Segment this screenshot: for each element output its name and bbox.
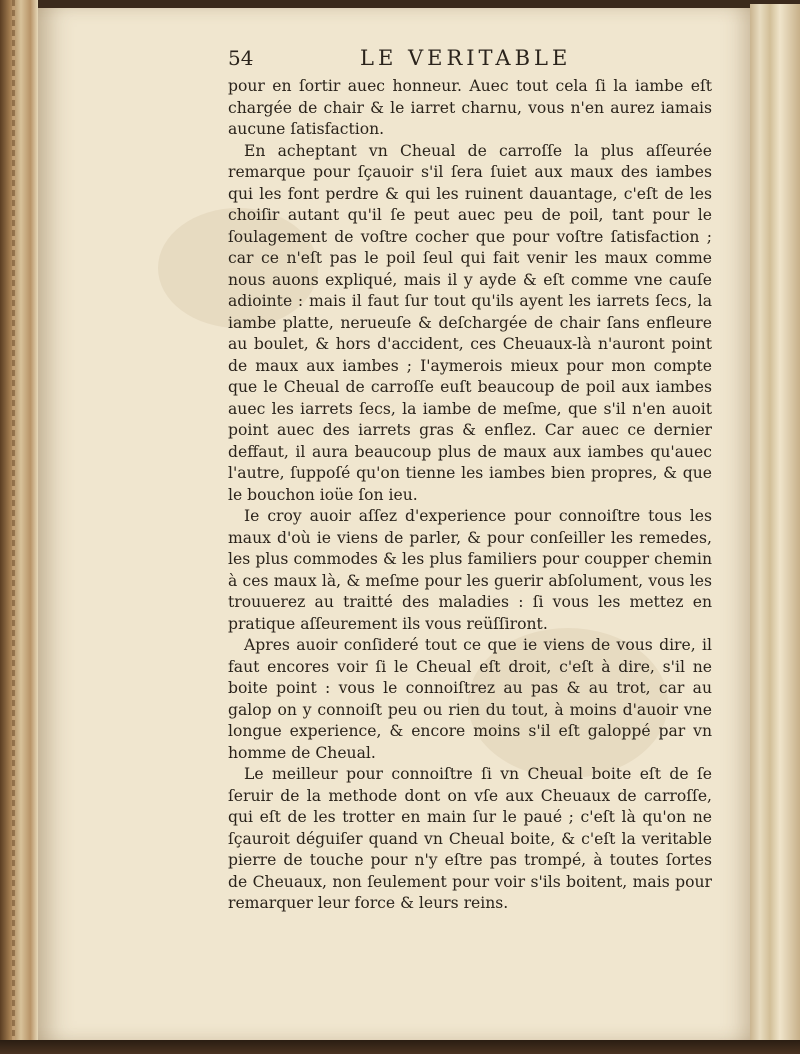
body-text [228,76,712,915]
paragraph: Ie croy auoir aſſez d'experience pour connoiſtre tous les maux d'où ie viens de parler, & pour conſeiller les remedes, les plus commodes & les plus familiers pour coupper chemin à ces maux là, & meſme pour les guerir abſolument, vous les trouuerez au traitté des maladies : ſi vous les mettez en pratique aſſeurement ils vous reüſſiront. [228,507,712,633]
running-title: LE VERITABLE [360,46,572,70]
paragraph: Le meilleur pour connoiſtre ſi vn Cheual boite eſt de ſe ſeruir de la methode dont on vſe aux Cheuaux de carroſſe, qui eſt de les trotter en main ſur le paué ; c'eſt là qu'on ne ſçauroit déguiſer quand vn Cheual boite, & c'eſt la veritable pierre de touche pour n'y eſtre pas trompé, à toutes ſortes de Cheuaux, non ſeulement pour voir s'ils boitent, mais pour remarquer leur force & leurs reins. [228,765,712,912]
page-edges [750,4,800,1048]
cover-edge [0,1040,800,1054]
paragraph: En acheptant vn Cheual de carroſſe la plus aſſeurée remarque pour ſçauoir s'il ſera ſuiet aux maux des iambes qui les font perdre & qui les ruinent dauantage, c'eſt de les choiſir autant qu'il ſe peut auec peu de poil, tant pour le ſoulagement de voſtre cocher que pour voſtre ſatisfaction ; car ce n'eſt pas le poil ſeul qui fait venir les maux comme nous auons expliqué, mais il y ayde & eſt comme vne cauſe adiointe : mais il faut ſur tout qu'ils ayent les iarrets ſecs, la iambe platte, nerueuſe & deſchargée de chair ſans enfleure au boulet, & hors d'accident, ces Cheuaux-là n'auront point de maux aux iambes ; I'aymerois mieux pour mon compte que le Cheual de carroſſe euſt beaucoup de poil aux iambes auec les iarrets ſecs, la iambe de meſme, que s'il n'en auoit point auec des iarrets gras & enflez. Car auec ce dernier deffaut, il aura beaucoup plus de maux aux iambes qu'auec l'autre, ſuppoſé qu'on tienne les iambes bien propres, & que le bouchon ioüe ſon ieu. [228,141,712,504]
paragraph: pour en ſortir auec honneur. Auec tout cela ſi la iambe eſt chargée de chair & le iarret charnu, vous n'en aurez iamais aucune ſatisfaction. [228,77,712,138]
paragraph: Apres auoir conſideré tout ce que ie viens de vous dire, il faut encores voir ſi le Cheual eſt droit, c'eſt à dire, s'il ne boite point : vous le connoiſtrez au pas & au trot, car au galop on y connoiſt peu ou rien du tout, à moins d'auoir vne longue experience, & encore moins s'il eſt galoppé par vn homme de Cheual. [228,636,712,762]
page-number: 54 [228,46,254,70]
book-binding [0,0,38,1054]
page-header [228,44,712,74]
